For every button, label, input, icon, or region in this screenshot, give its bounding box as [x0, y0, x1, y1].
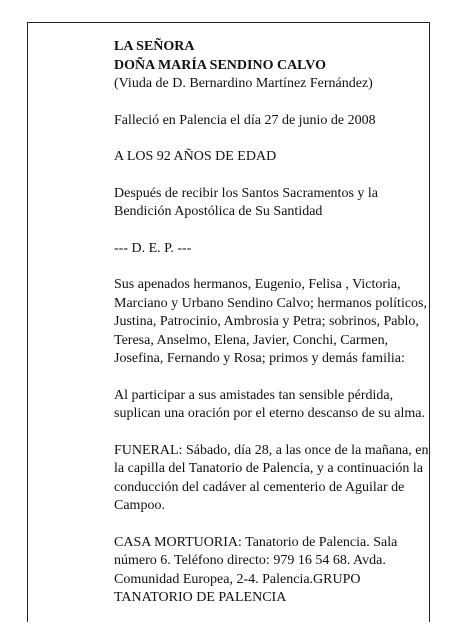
- mortuary-line: Comunidad Europea, 2-4. Palencia.GRUPO: [114, 571, 361, 587]
- family-line: Justina, Patrocinio, Ambrosia y Petra; sobrinos, Pablo,: [114, 314, 419, 329]
- sacraments-line: Bendición Apostólica de Su Santidad: [114, 204, 323, 219]
- funeral-line: la capilla del Tanatorio de Palencia, y a continuación la: [114, 461, 423, 476]
- family-line: Teresa, Anselmo, Elena, Javier, Conchi, Carmen,: [114, 332, 389, 348]
- funeral-line: conducción del cadáver al cementerio de Aguilar de: [114, 479, 405, 495]
- header-block: [114, 38, 430, 94]
- funeral-line: Campoo.: [114, 498, 165, 513]
- family-block: [114, 276, 430, 369]
- funeral-line: FUNERAL: Sábado, día 28, a las once de la mañana, en: [114, 442, 429, 458]
- request-line: suplican una oración por el eterno descanso de su alma.: [114, 406, 426, 421]
- sacraments-block: [114, 185, 430, 222]
- family-line: Sus apenados hermanos, Eugenio, Felisa , Victoria,: [114, 277, 401, 292]
- age-text: A LOS 92 AÑOS DE EDAD: [114, 149, 277, 164]
- family-line: Josefina, Fernando y Rosa; primos y demás familia:: [114, 351, 405, 366]
- mortuary-line: TANATORIO DE PALENCIA: [114, 590, 287, 605]
- deceased-name: DOÑA MARÍA SENDINO CALVO: [114, 57, 326, 73]
- age-block: [114, 148, 430, 167]
- rip-text: --- D. E. P. ---: [114, 240, 192, 256]
- death-notice-text: Falleció en Palencia el día 27 de junio de 2008: [114, 112, 376, 128]
- rip-block: [114, 240, 430, 259]
- family-line: Marciano y Urbano Sendino Calvo; hermanos políticos,: [114, 295, 427, 311]
- request-line: Al participar a sus amistades tan sensible pérdida,: [114, 387, 394, 403]
- mortuary-block: [114, 534, 430, 608]
- funeral-block: [114, 442, 430, 516]
- mortuary-line: CASA MORTUORIA: Tanatorio de Palencia. Sala: [114, 534, 398, 550]
- sacraments-line: Después de recibir los Santos Sacramentos y la: [114, 185, 378, 201]
- death-notice: [114, 112, 430, 131]
- mortuary-line: número 6. Teléfono directo: 979 16 54 68. Avda.: [114, 553, 386, 568]
- request-block: [114, 387, 430, 424]
- widow-of: (Viuda de D. Bernardino Martínez Fernández): [114, 76, 373, 91]
- title-line-1: LA SEÑORA: [114, 39, 195, 54]
- obituary-text: [114, 38, 430, 626]
